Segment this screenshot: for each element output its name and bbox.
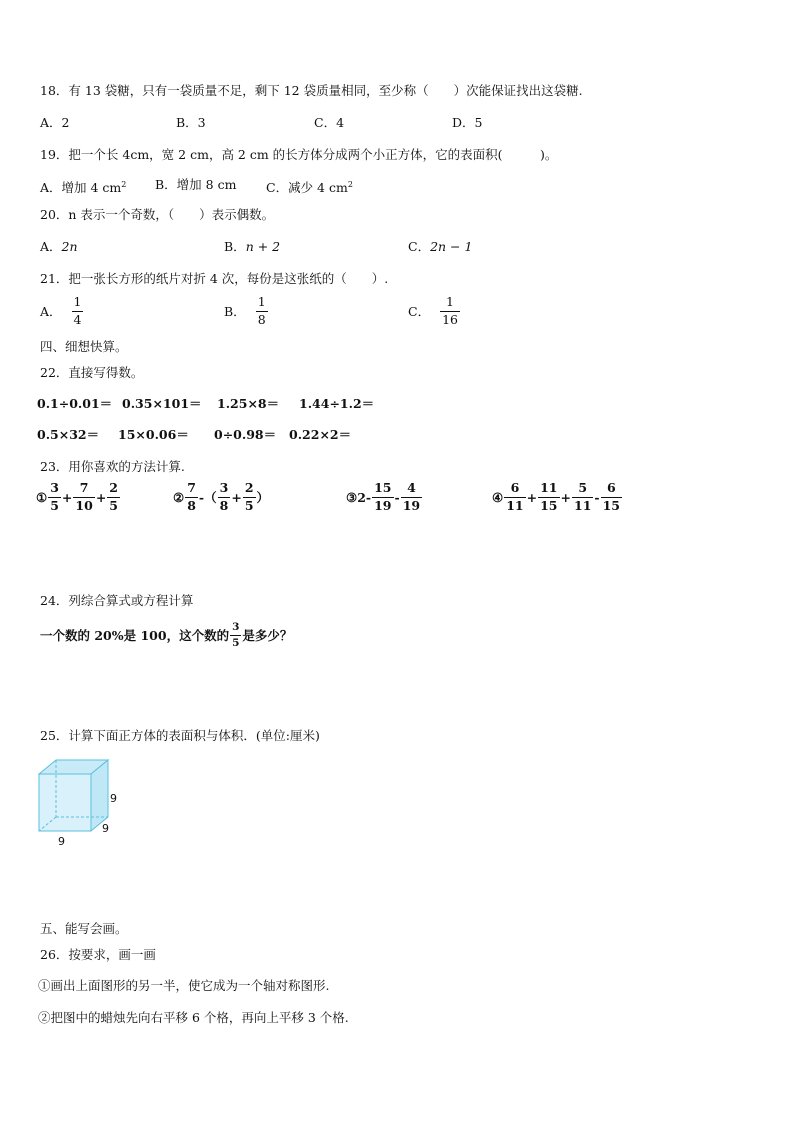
cube-front-face bbox=[39, 774, 91, 831]
q20-stem: 20．n 表示一个奇数，（ ）表示偶数。 bbox=[40, 207, 275, 222]
q18-option-d: D．5 bbox=[452, 115, 483, 130]
cube-depth-label: 9 bbox=[102, 822, 109, 835]
fraction: $\frac{1}{8}$ bbox=[257, 294, 266, 327]
q18-option-c: C．4 bbox=[314, 115, 345, 130]
cube-height-label: 9 bbox=[110, 792, 117, 805]
q19-option-a: A．增加 4 $cm^2$ bbox=[40, 180, 127, 196]
q26-item-1: ①画出上面图形的另一半，使它成为一个轴对称图形. bbox=[38, 978, 330, 993]
q26-item-2: ②把图中的蜡烛先向右平移 6 个格，再向上平移 3 个格. bbox=[38, 1010, 349, 1025]
fraction: $\frac{1}{16}$ bbox=[442, 294, 458, 327]
q20-option-b: B．n + 2 bbox=[224, 239, 281, 254]
cube-figure bbox=[36, 758, 136, 852]
q24-stem: 24．列综合算式或方程计算 bbox=[40, 593, 194, 608]
q19-option-c: C．减少 4 $cm^2$ bbox=[266, 180, 353, 196]
q23-expression-1: ① $\frac{3}{5}$ + $\frac{7}{10}$ + $\frac{2}{5}$ bbox=[36, 480, 118, 513]
q19-stem: 19．把一个长 4cm，宽 2 cm，高 2 cm 的长方体分成两个小正方体，它的表面积( )。 bbox=[40, 147, 558, 162]
q22-item: 0.1÷0.01＝ bbox=[37, 396, 113, 411]
q18-stem: 18．有 13 袋糖，只有一袋质量不足，剩下 12 袋质量相同，至少称（ ）次能保证找出这袋糖. bbox=[40, 83, 583, 98]
section-5-heading: 五、能写会画。 bbox=[40, 921, 128, 936]
q20-option-a: A．2n bbox=[40, 239, 78, 254]
q26-stem: 26．按要求，画一画 bbox=[40, 947, 156, 962]
q25-stem: 25．计算下面正方体的表面积与体积．(单位:厘米) bbox=[40, 728, 320, 743]
q21-option-b: B． $\frac{1}{8}$ bbox=[224, 294, 266, 327]
cube-width-label: 9 bbox=[58, 835, 65, 848]
section-4-heading: 四、细想快算。 bbox=[40, 339, 128, 354]
fraction: $\frac{1}{4}$ bbox=[73, 294, 82, 327]
q22-stem: 22．直接写得数。 bbox=[40, 365, 144, 380]
q23-stem: 23．用你喜欢的方法计算. bbox=[40, 459, 185, 474]
q22-item: 0.22×2＝ bbox=[289, 427, 352, 442]
q22-item: 0.35×101＝ bbox=[122, 396, 202, 411]
q22-item: 1.25×8＝ bbox=[217, 396, 280, 411]
q23-expression-2: ② $\frac{7}{8}$ -（ $\frac{3}{8}$ + $\frac{2}{5}$ ） bbox=[173, 480, 270, 513]
q21-option-c: C． $\frac{1}{16}$ bbox=[408, 294, 458, 327]
q24-problem: 一个数的 20%是 100，这个数的 $\frac{3}{5}$ 是多少？ bbox=[40, 621, 293, 649]
q21-stem: 21．把一张长方形的纸片对折 4 次，每份是这张纸的（ ）. bbox=[40, 271, 389, 286]
q18-option-a: A．2 bbox=[40, 115, 70, 130]
q18-option-b: B．3 bbox=[176, 115, 206, 130]
q23-expression-4: ④ $\frac{6}{11}$ + $\frac{11}{15}$ + $\frac{5}{11}$ - $\frac{6}{15}$ bbox=[492, 480, 621, 513]
q21-option-a: A． $\frac{1}{4}$ bbox=[40, 294, 82, 327]
q23-expression-3: ③ 2- $\frac{15}{19}$ - $\frac{4}{19}$ bbox=[346, 480, 421, 513]
q22-item: 15×0.06＝ bbox=[118, 427, 189, 442]
cube-diagram bbox=[36, 758, 136, 852]
q19-option-b: B．增加 8 cm bbox=[155, 177, 237, 192]
q22-item: 0÷0.98＝ bbox=[214, 427, 277, 442]
q22-item: 1.44÷1.2＝ bbox=[299, 396, 375, 411]
q20-option-c: C．2n − 1 bbox=[408, 239, 473, 254]
q22-item: 0.5×32＝ bbox=[37, 427, 100, 442]
